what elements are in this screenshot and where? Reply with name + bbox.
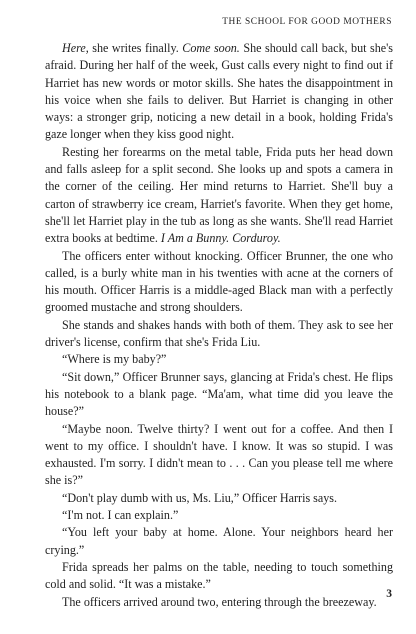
paragraph-6: “Sit down,” Officer Brunner says, glancing at Frida's chest. He flips his notebook to a blank page. “Ma'am, what time did you leave the house?” (45, 369, 393, 419)
paragraph-5: “Where is my baby?” (62, 352, 167, 367)
running-head: THE SCHOOL FOR GOOD MOTHERS (222, 17, 392, 27)
paragraph-3: The officers enter without knocking. Officer Brunner, the one who called, is a burly white man in his twenties with acne at the corners of his mouth. Officer Harris is a middle-aged Black man with a perfectly groomed mustache and strong shoulders. (45, 248, 393, 315)
italic-phrase: Here, (62, 41, 89, 55)
paragraph-10: “You left your baby at home. Alone. Your neighbors heard her crying.” (45, 525, 393, 557)
paragraph-7: “Maybe noon. Twelve thirty? I went out for a coffee. And then I went to my office. I shouldn't have. I know. It was so stupid. I was exhausted. I'm sorry. I didn't mean to . . . Can you please tell me where she is?” (45, 421, 393, 488)
paragraph-11: Frida spreads her palms on the table, needing to touch something cold and solid. “It was a mistake.” (45, 559, 393, 592)
paragraph-2: Resting her forearms on the metal table, Frida puts her head down and falls asleep for a split second. She looks up and spots a camera in the corner of the ceiling. Her mind returns to Harriet. She'll buy a carton of strawberry ice cream, Harriet's favorite. When they get home, she'll let Harriet play in the tub as long as she wants. She'll read Harriet extra books at bedtime. I Am a Bunny. Corduroy. (45, 144, 393, 246)
paragraph-4: She stands and shakes hands with both of them. They ask to see her driver's license, confirm that she's Frida Liu. (45, 317, 393, 350)
paragraph-9: “I'm not. I can explain.” (62, 508, 179, 523)
paragraph-12: The officers arrived around two, entering through the breezeway. (62, 594, 377, 609)
body-text (45, 40, 393, 611)
page-number: 3 (386, 588, 392, 600)
paragraph-8: “Don't play dumb with us, Ms. Liu,” Officer Harris says. (62, 490, 338, 505)
paragraph-1: Here, she writes finally. Come soon. She should call back, but she's afraid. During her half of the week, Gust calls every night to find out if Harriet has new words or motor skills. She hates the disappointment in his voice when she fails to deliver. But Harriet is changing in other ways: a stronger grip, noticing a new detail in a book, holding Frida's gaze longer when they kiss good night. (45, 41, 394, 142)
italic-phrase: Come soon. (182, 41, 240, 55)
italic-book-titles: I Am a Bunny. Corduroy. (160, 231, 281, 246)
